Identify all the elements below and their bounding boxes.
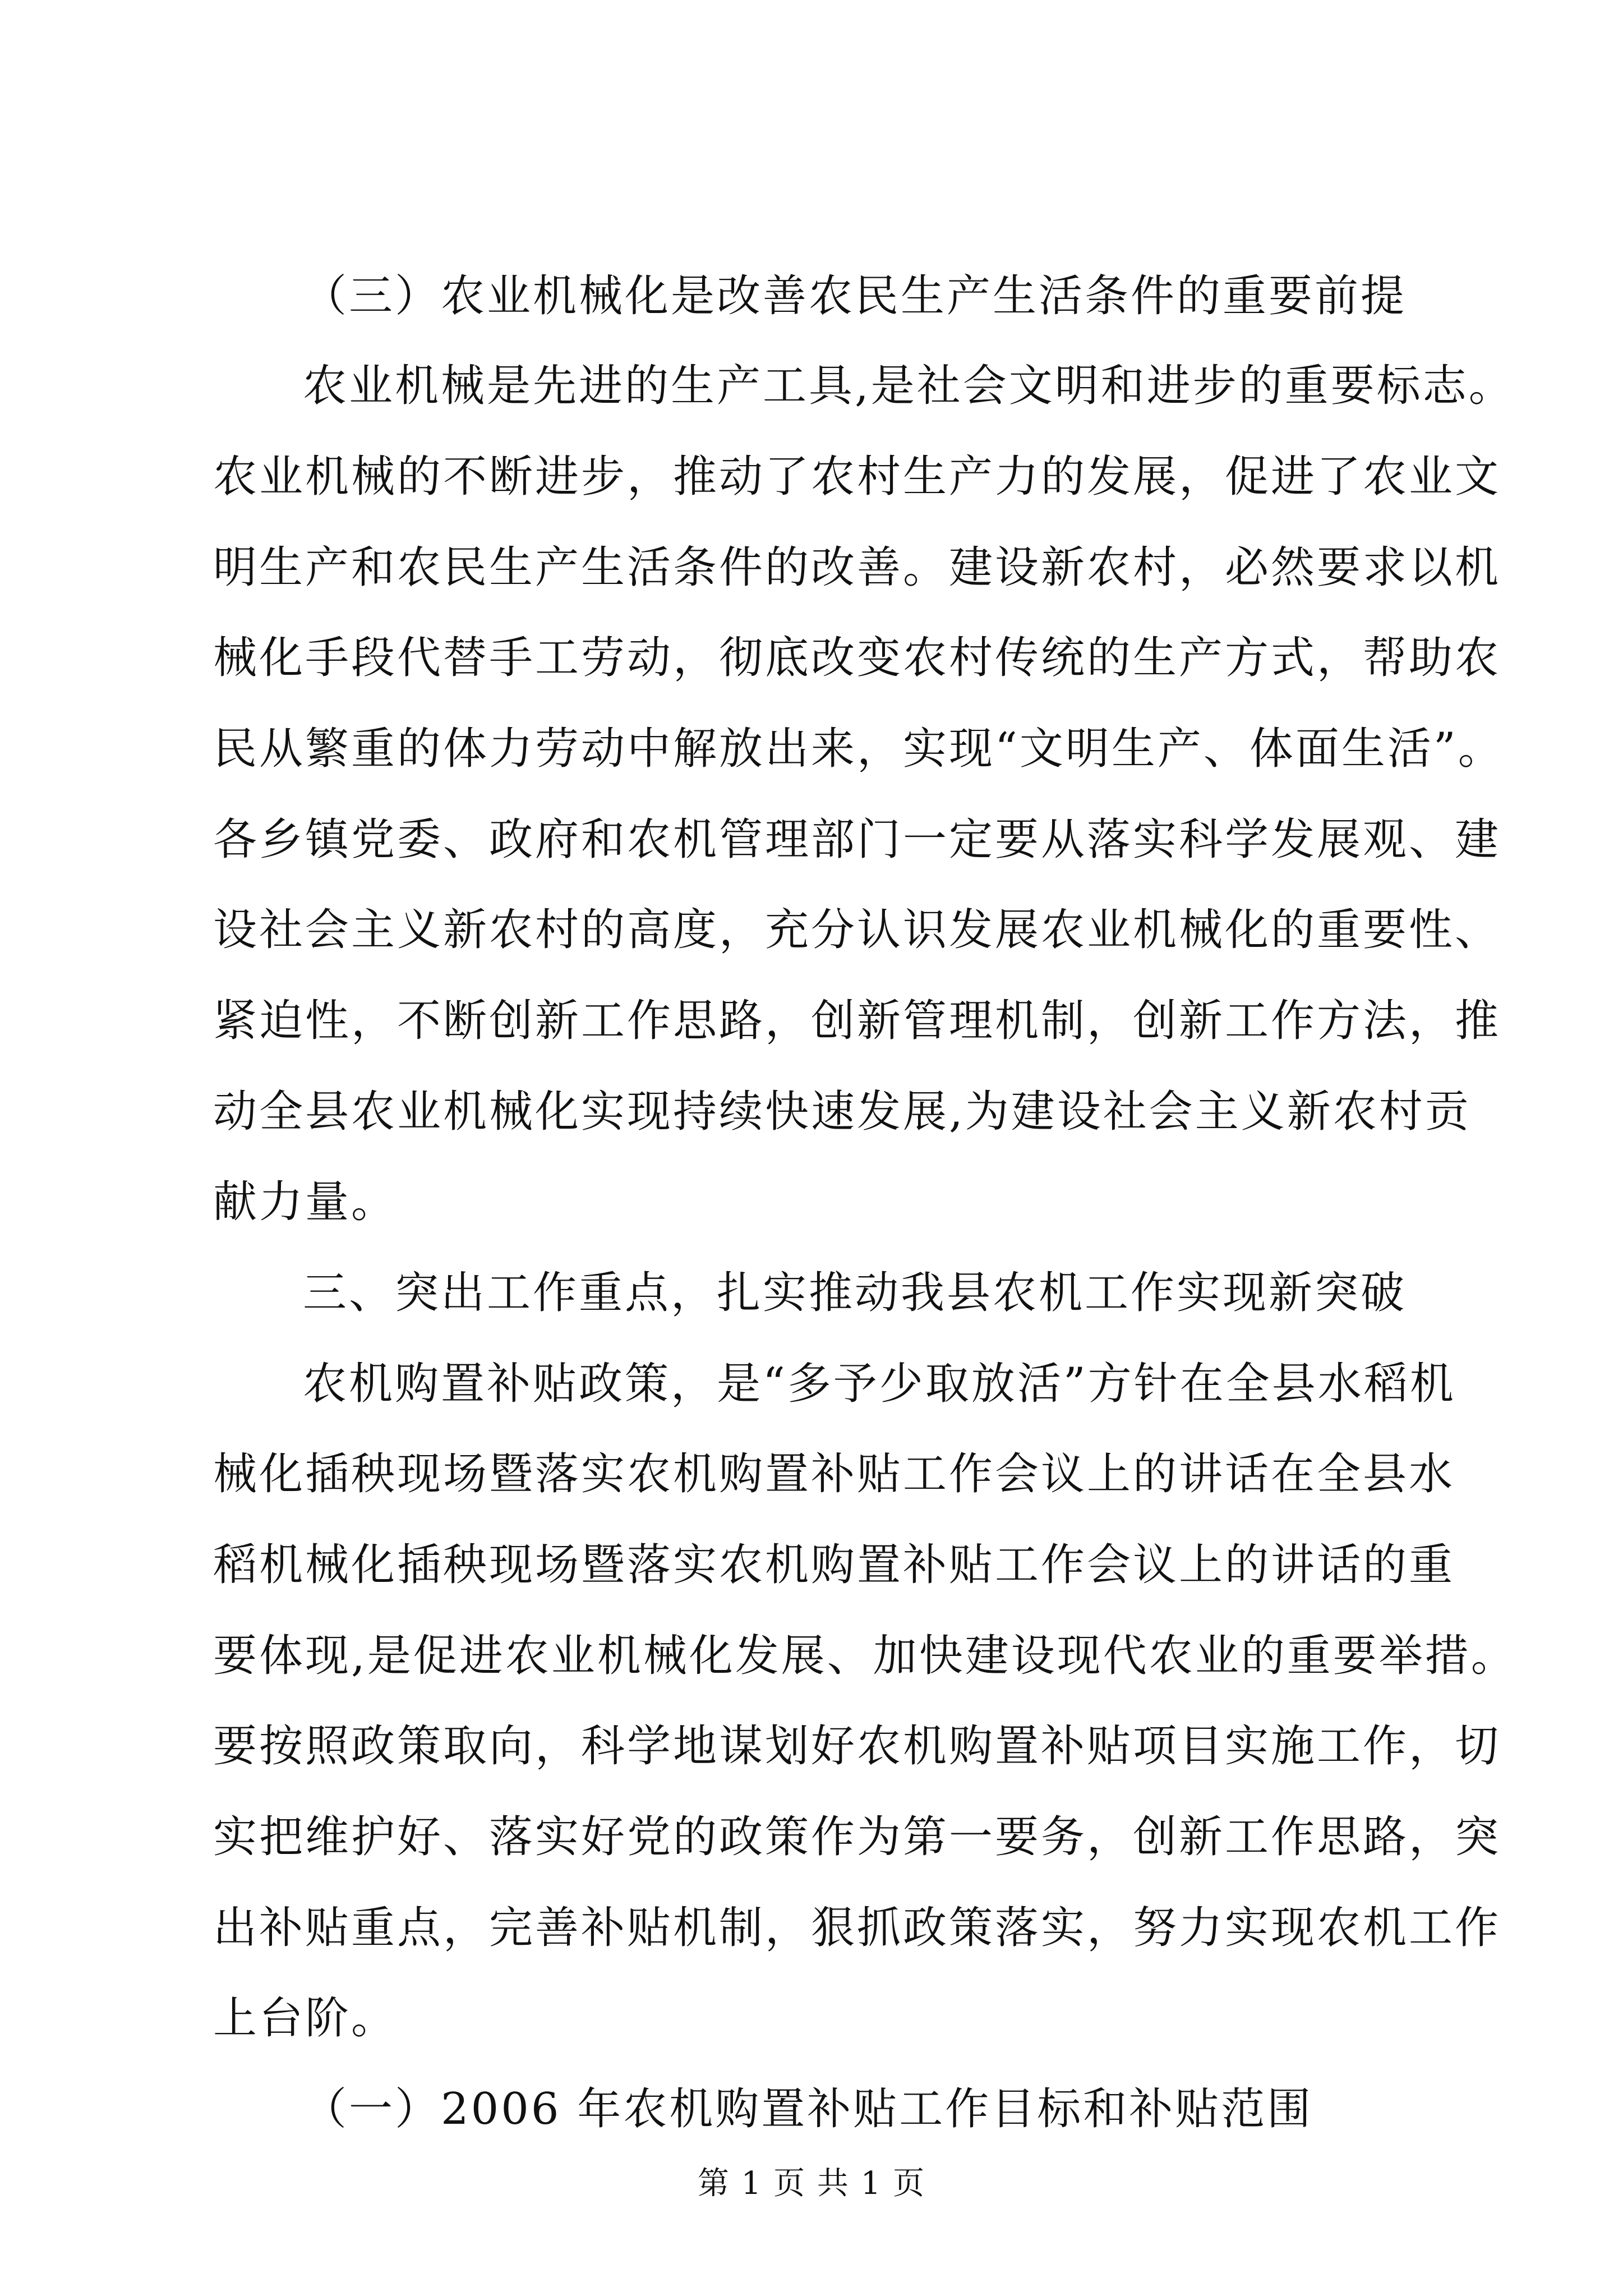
paragraph-line: 紧迫性，不断创新工作思路，创新管理机制，创新工作方法，推 [213, 996, 1501, 1046]
paragraph-line: 要按照政策取向，科学地谋划好农机购置补贴项目实施工作，切 [213, 1721, 1501, 1772]
paragraph-line: 械化插秧现场暨落实农机购置补贴工作会议上的讲话在全县水 [213, 1449, 1455, 1499]
paragraph-line: 献力量。 [213, 1177, 398, 1227]
section-heading-3: 三、突出工作重点，扎实推动我县农机工作实现新突破 [303, 1268, 1407, 1318]
page-number-footer: 第 1 页 共 1 页 [697, 2165, 926, 2202]
paragraph-line: 农业机械是先进的生产工具,是社会文明和进步的重要标志。 [303, 361, 1515, 411]
paragraph-line: 实把维护好、落实好党的政策作为第一要务，创新工作思路，突 [213, 1812, 1501, 1862]
paragraph-line: 出补贴重点，完善补贴机制，狠抓政策落实，努力实现农机工作 [213, 1903, 1501, 1953]
paragraph-line: 上台阶。 [213, 1993, 398, 2044]
paragraph-line: 设社会主义新农村的高度，充分认识发展农业机械化的重要性、 [213, 905, 1501, 955]
subsection-heading-3: （三）农业机械化是改善农民生产生活条件的重要前提 [303, 271, 1407, 321]
paragraph-line: 要体现,是促进农业机械化发展、加快建设现代农业的重要举措。 [213, 1631, 1517, 1681]
paragraph-line: 民从繁重的体力劳动中解放出来，实现“文明生产、体面生活”。 [213, 724, 1504, 774]
subsection-heading-1: （一）2006 年农机购置补贴工作目标和补贴范围 [303, 2084, 1313, 2134]
paragraph-line: 动全县农业机械化实现持续快速发展,为建设社会主义新农村贡 [213, 1087, 1471, 1137]
paragraph-line: 稻机械化插秧现场暨落实农机购置补贴工作会议上的讲话的重 [213, 1540, 1455, 1590]
paragraph-line: 械化手段代替手工劳动，彻底改变农村传统的生产方式，帮助农 [213, 633, 1501, 683]
paragraph-line: 明生产和农民生产生活条件的改善。建设新农村，必然要求以机 [213, 542, 1501, 593]
paragraph-line: 农业机械的不断进步，推动了农村生产力的发展，促进了农业文 [213, 452, 1501, 502]
paragraph-line: 农机购置补贴政策，是“多予少取放活”方针在全县水稻机 [303, 1359, 1456, 1409]
paragraph-line: 各乡镇党委、政府和农机管理部门一定要从落实科学发展观、建 [213, 815, 1501, 865]
